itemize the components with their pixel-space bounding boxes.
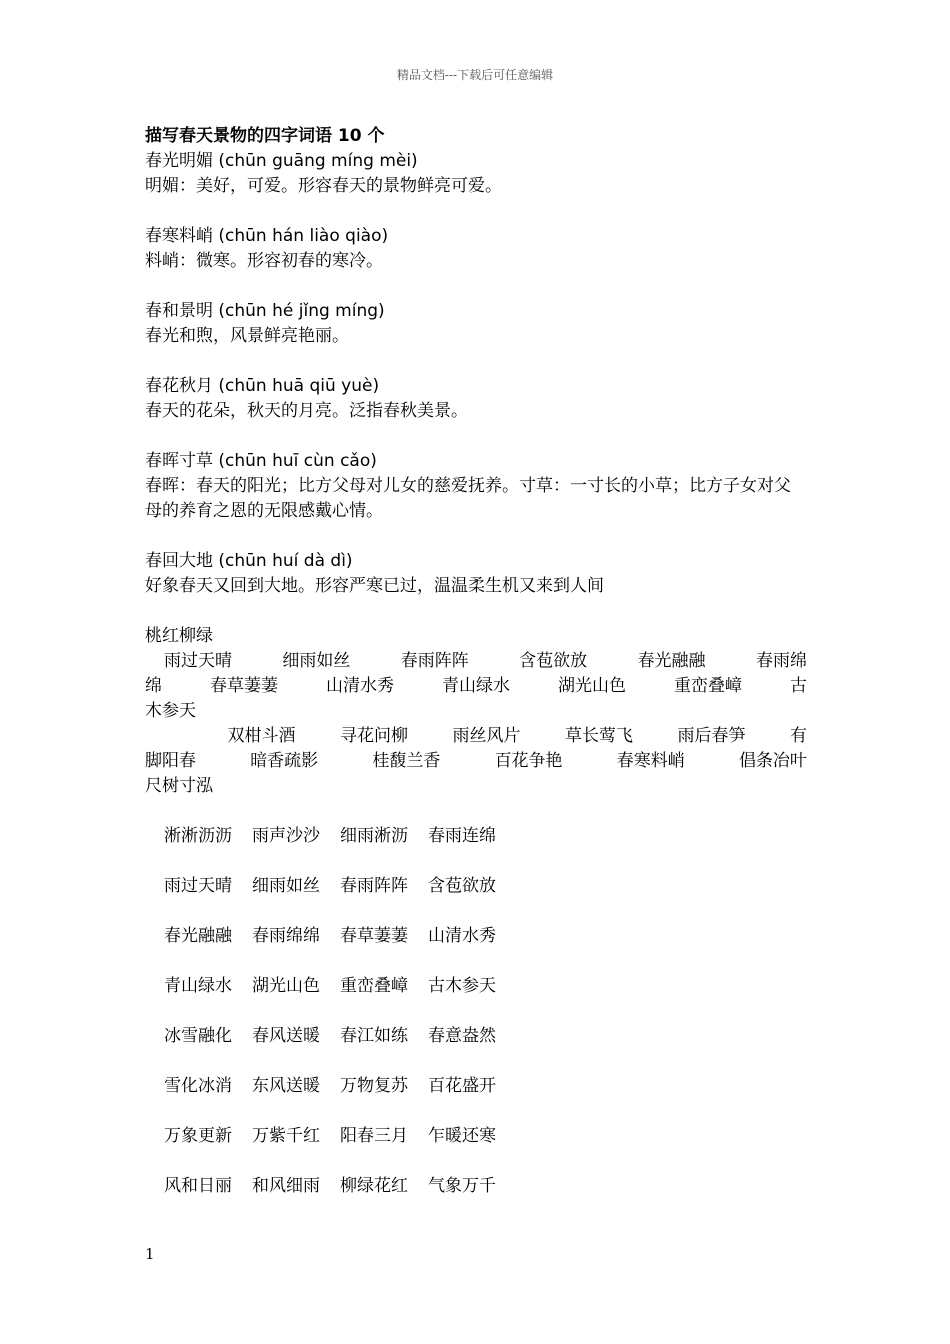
grid-word: 气象万千 bbox=[428, 1176, 496, 1196]
grid-word: 雪化冰消 bbox=[164, 1076, 232, 1096]
grid-word: 阳春三月 bbox=[340, 1126, 408, 1146]
document-body bbox=[145, 124, 807, 1224]
grid-row bbox=[145, 874, 807, 899]
grid-row bbox=[145, 1024, 807, 1049]
list-title: 桃红柳绿 bbox=[145, 626, 213, 646]
entry bbox=[145, 449, 807, 524]
word-item: 雨后春笋 bbox=[677, 726, 746, 746]
word-row bbox=[145, 649, 807, 674]
entry bbox=[145, 299, 807, 349]
word-item bbox=[145, 724, 183, 749]
grid-word: 雨声沙沙 bbox=[252, 826, 320, 846]
word-item: 暗香疏影 bbox=[250, 751, 319, 771]
word-item: 含苞欲放 bbox=[519, 651, 588, 671]
grid-word: 春光融融 bbox=[164, 926, 232, 946]
document-title: 描写春天景物的四字词语 10 个 bbox=[145, 126, 385, 146]
grid-word: 细雨如丝 bbox=[252, 876, 320, 896]
grid-word: 细雨淅沥 bbox=[340, 826, 408, 846]
entry-definition: 春天的花朵，秋天的月亮。泛指春秋美景。 bbox=[145, 401, 468, 421]
word-item: 湖光山色 bbox=[558, 676, 626, 696]
grid-row bbox=[145, 1124, 807, 1149]
word-list bbox=[145, 649, 807, 799]
grid-word: 万物复苏 bbox=[340, 1076, 408, 1096]
entry-definition: 料峭：微寒。形容初春的寒冷。 bbox=[145, 251, 383, 271]
entry bbox=[145, 224, 807, 274]
entry-term: 春回大地 (chūn huí dà dì) bbox=[145, 551, 353, 571]
grid-word: 山清水秀 bbox=[428, 926, 496, 946]
grid-word: 万象更新 bbox=[164, 1126, 232, 1146]
grid-word: 春雨绵绵 bbox=[252, 926, 320, 946]
grid-word: 淅淅沥沥 bbox=[164, 826, 232, 846]
grid-word: 万紫千红 bbox=[252, 1126, 320, 1146]
entry-term: 春和景明 (chūn hé jǐng míng) bbox=[145, 301, 385, 321]
grid-word: 春风送暖 bbox=[252, 1026, 320, 1046]
entry-definition: 春光和煦，风景鲜亮艳丽。 bbox=[145, 326, 349, 346]
word-item: 春寒料峭 bbox=[616, 751, 685, 771]
grid-word: 东风送暖 bbox=[252, 1076, 320, 1096]
grid-row bbox=[145, 924, 807, 949]
page-header: 精品文档---下载后可任意编辑 bbox=[396, 68, 554, 82]
word-item: 雨丝风片 bbox=[452, 726, 521, 746]
entry-term: 春花秋月 (chūn huā qiū yuè) bbox=[145, 376, 380, 396]
entry-definition: 好象春天又回到大地。形容严寒已过，温温柔生机又来到人间 bbox=[145, 576, 604, 596]
word-item: 百花争艳 bbox=[494, 751, 563, 771]
grid-word: 古木参天 bbox=[428, 976, 496, 996]
grid-word: 春意盎然 bbox=[428, 1026, 496, 1046]
grid-word: 重峦叠嶂 bbox=[340, 976, 408, 996]
word-item: 春雨绵 bbox=[755, 651, 807, 671]
grid-word: 雨过天晴 bbox=[164, 876, 232, 896]
entry-definition: 明媚：美好，可爱。形容春天的景物鲜亮可爱。 bbox=[145, 176, 502, 196]
word-item: 桂馥兰香 bbox=[372, 751, 441, 771]
grid-word: 柳绿花红 bbox=[340, 1176, 408, 1196]
grid-word: 春雨连绵 bbox=[428, 826, 496, 846]
entry-term: 春晖寸草 (chūn huī cùn cǎo) bbox=[145, 451, 377, 471]
word-item: 草长莺飞 bbox=[565, 726, 633, 746]
grid-row bbox=[145, 1174, 807, 1199]
word-row bbox=[145, 749, 807, 774]
grid-row bbox=[145, 974, 807, 999]
grid-word: 乍暖还寒 bbox=[428, 1126, 496, 1146]
word-item: 寻花问柳 bbox=[340, 726, 408, 746]
entry bbox=[145, 374, 807, 424]
entry-definition: 春晖：春天的阳光；比方父母对儿女的慈爱抚养。寸草：一寸长的小草；比方子女对父母的养育之恩的无限感戴心情。 bbox=[145, 476, 791, 521]
word-item: 双柑斗酒 bbox=[227, 726, 296, 746]
word-item: 春光融融 bbox=[637, 651, 706, 671]
word-row bbox=[145, 774, 807, 799]
word-item: 春雨阵阵 bbox=[400, 651, 469, 671]
entry bbox=[145, 549, 807, 599]
word-item: 细雨如丝 bbox=[282, 651, 351, 671]
word-item: 有 bbox=[790, 726, 807, 746]
entry-term: 春光明媚 (chūn guāng míng mèi) bbox=[145, 151, 418, 171]
grid-row bbox=[145, 1074, 807, 1099]
word-item: 古 bbox=[790, 676, 807, 696]
entry bbox=[145, 149, 807, 199]
word-item: 脚阳春 bbox=[145, 751, 196, 771]
entry-term: 春寒料峭 (chūn hán liào qiào) bbox=[145, 226, 389, 246]
grid-word: 春雨阵阵 bbox=[340, 876, 408, 896]
word-item: 倡条冶叶 bbox=[738, 751, 807, 771]
word-item: 春草萋萋 bbox=[210, 676, 278, 696]
grid-word: 湖光山色 bbox=[252, 976, 320, 996]
grid-word: 风和日丽 bbox=[164, 1176, 232, 1196]
grid-word: 和风细雨 bbox=[252, 1176, 320, 1196]
word-row bbox=[145, 674, 807, 699]
word-grid bbox=[145, 824, 807, 1199]
word-item: 重峦叠嶂 bbox=[674, 676, 742, 696]
grid-word: 冰雪融化 bbox=[164, 1026, 232, 1046]
grid-row bbox=[145, 824, 807, 849]
word-item: 雨过天晴 bbox=[164, 651, 232, 671]
grid-word: 春草萋萋 bbox=[340, 926, 408, 946]
word-item: 木参天 bbox=[145, 701, 196, 721]
grid-word: 春江如练 bbox=[340, 1026, 408, 1046]
page-number: 1 bbox=[145, 1245, 155, 1263]
word-row bbox=[145, 724, 807, 749]
grid-word: 青山绿水 bbox=[164, 976, 232, 996]
grid-word: 百花盛开 bbox=[428, 1076, 496, 1096]
word-item: 青山绿水 bbox=[442, 676, 510, 696]
word-row bbox=[145, 699, 807, 724]
word-item: 山清水秀 bbox=[326, 676, 394, 696]
grid-word: 含苞欲放 bbox=[428, 876, 496, 896]
word-item: 绵 bbox=[145, 676, 162, 696]
word-item: 尺树寸泓 bbox=[145, 776, 213, 796]
